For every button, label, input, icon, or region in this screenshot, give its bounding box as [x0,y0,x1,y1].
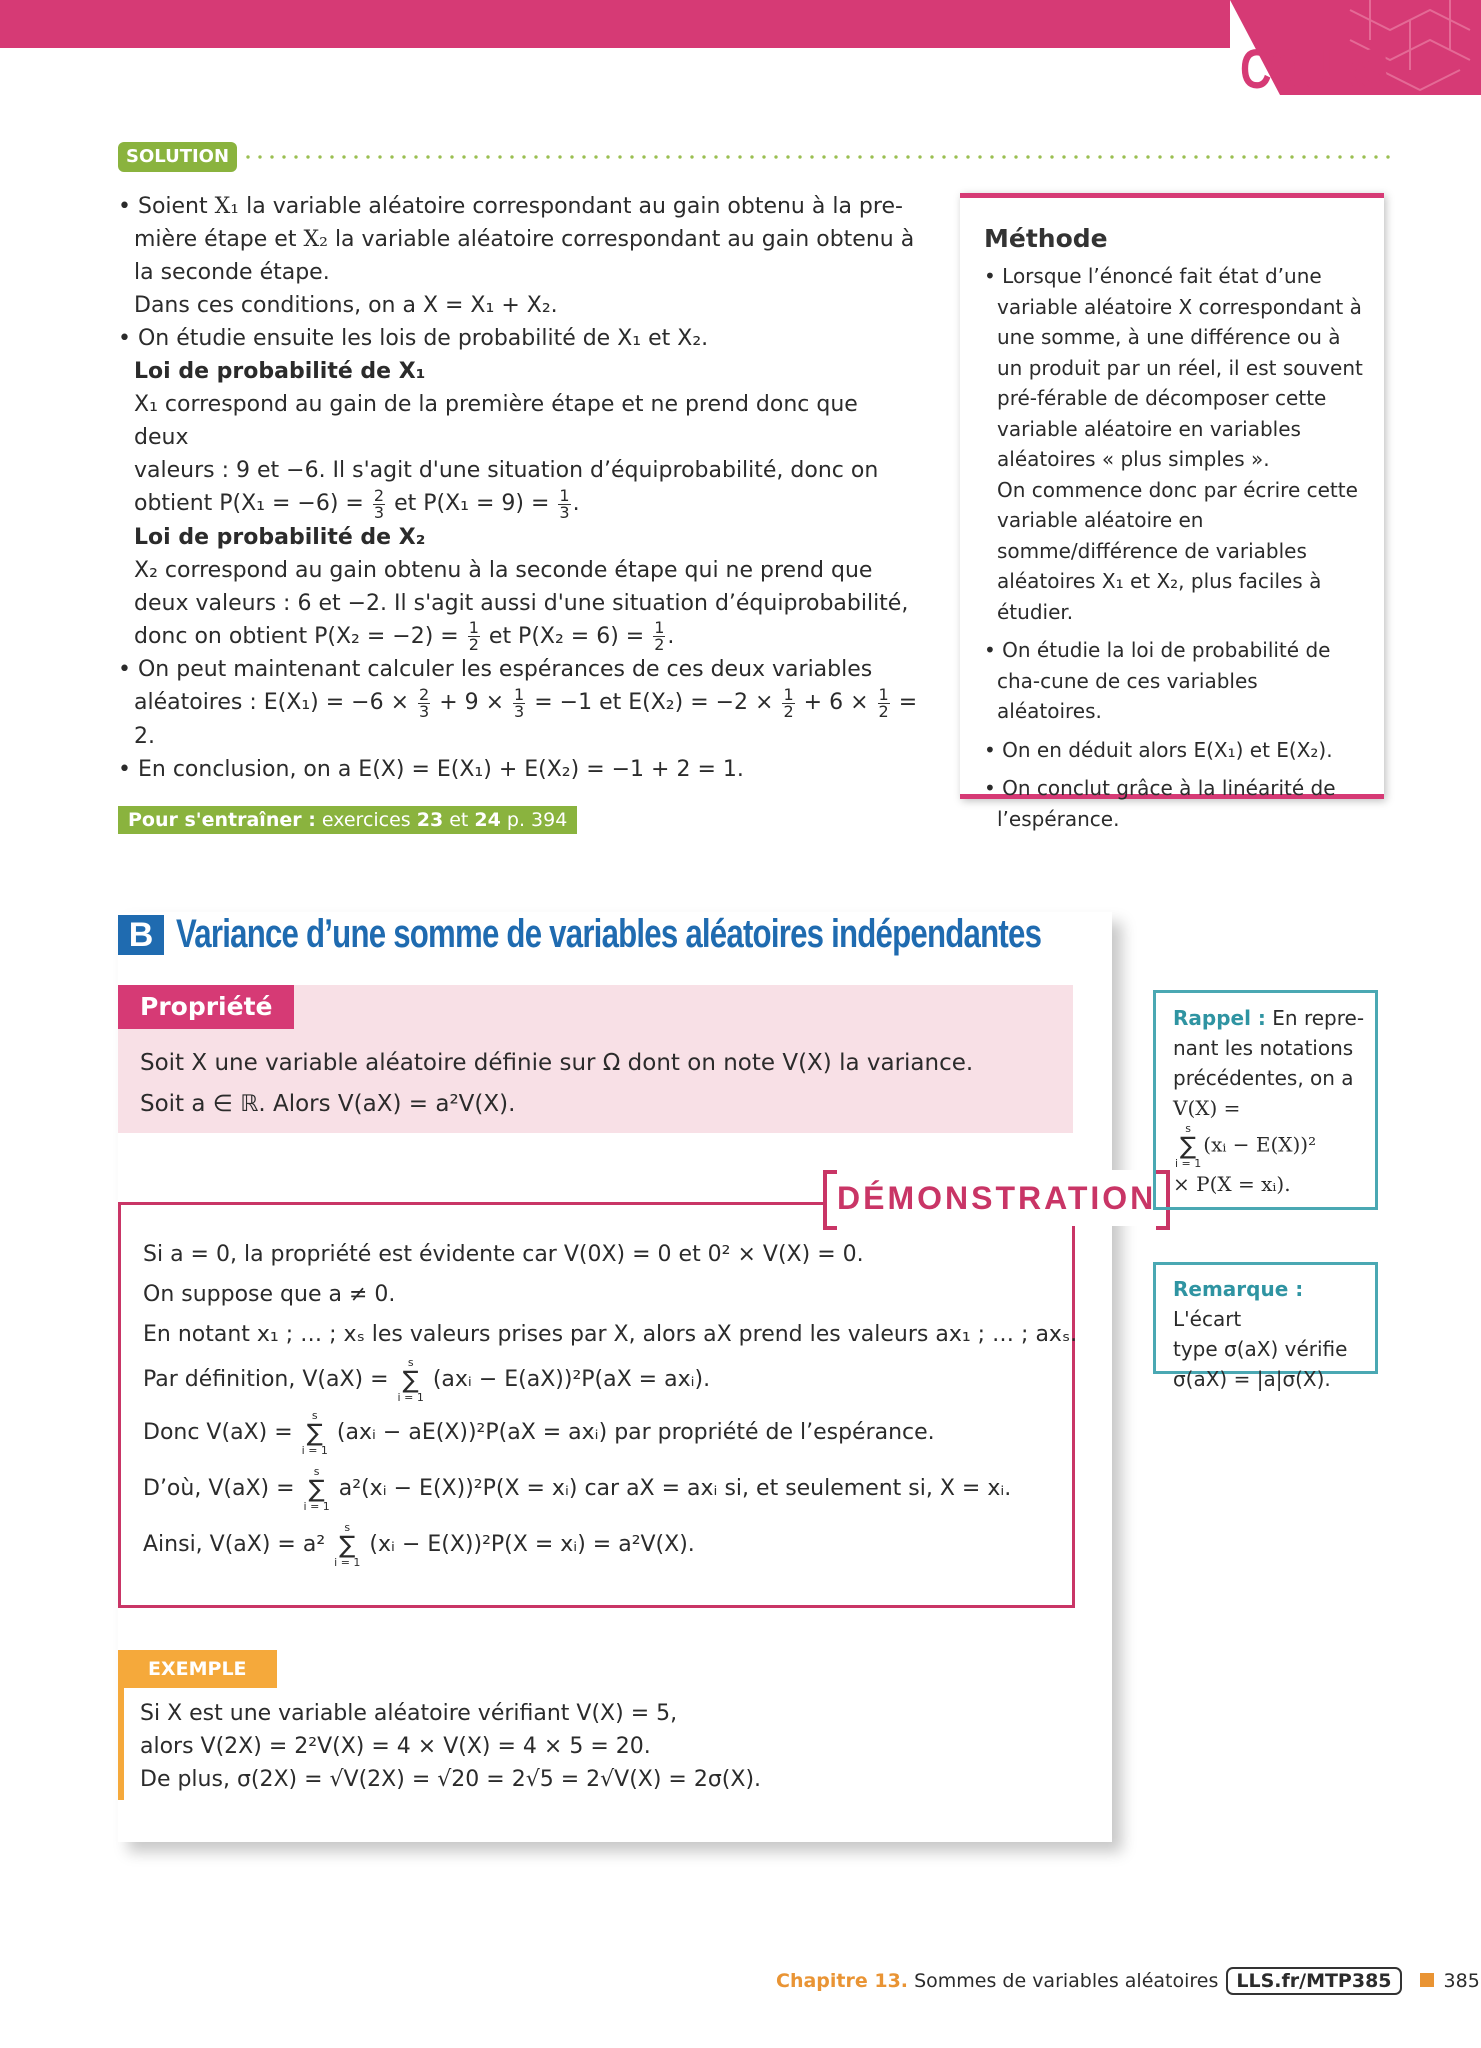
solution-line: valeurs : 9 et −6. Il s'agit d'une situation d’équiprobabilité, donc on [134,458,879,483]
sum-symbol: s ∑ i = 1 [303,1465,330,1513]
solution-bullet-3: • On peut maintenant calculer les espérances de ces deux variables [118,657,873,682]
subheading-x2: Loi de probabilité de X₂ [134,524,426,550]
page-number: 385 [1443,1970,1480,1992]
demo-line: Si a = 0, la propriété est évidente car V(0X) = 0 et 0² × V(X) = 0. [143,1242,864,1267]
exemple-text [140,1697,761,1796]
methode-item: • Lorsque l’énoncé fait état d’une variable aléatoire X correspondant à une somme, à une différence ou à un produit par un réel, il est souvent pré-férable de décomposer cette variable aléatoire en variables aléatoires « plus simples ». On commence donc par écrire cette variable aléatoire en somme/différence de variables aléatoires X₁ et X₂, plus faciles à étudier. [984,264,1363,624]
footer-chapter: Chapitre 13. [776,1970,909,1992]
solution-bullet-4: • En conclusion, on a E(X) = E(X₁) + E(X₂) = −1 + 2 = 1. [118,756,744,782]
exemple-bar [118,1688,124,1800]
remarque-box: Remarque : L'écart type σ(aX) vérifie σ(aX) = |a|σ(X). [1153,1262,1378,1374]
methode-box [960,193,1384,831]
demo-line: Ainsi, V(aX) = a² s ∑ i = 1 (xᵢ − E(X))²P(X = xᵢ) = a²V(X). [143,1521,695,1569]
solution-line: X₂ correspond au gain obtenu à la seconde étape qui ne prend que [134,557,873,583]
methode-item: • On étudie la loi de probabilité de cha-cune de ces variables aléatoires. [984,638,1331,723]
exemple-line: alors V(2X) = 2²V(X) = 4 × V(X) = 4 × 5 = 20. [140,1734,651,1759]
solution-line: Dans ces conditions, on a X = X₁ + X₂. [134,293,558,318]
remarque-label: Remarque : [1173,1277,1304,1301]
fraction: $\frac{1}{2}$ [654,618,665,654]
demo-line: Donc V(aX) = s ∑ i = 1 (axᵢ − aE(X))²P(aX = axᵢ) par propriété de l’espérance. [143,1409,935,1457]
footer [776,1966,1480,1996]
propriete-tag: Propriété [118,985,294,1029]
demonstration-text [143,1235,1077,1573]
sum-symbol: s ∑ i = 1 [301,1409,328,1457]
fraction: $\frac{1}{3}$ [559,485,570,522]
section-letter: B [118,915,164,955]
demo-line: D’où, V(aX) = s ∑ i = 1 a²(xᵢ − E(X))²P(X = xᵢ) car aX = axᵢ si, et seulement si, X = xᵢ. [143,1465,1012,1513]
fraction: $\frac{2}{3}$ [373,485,385,522]
exemple-line: Si X est une variable aléatoire vérifiant V(X) = 5, [140,1701,678,1726]
fraction: $\frac{2}{3}$ [419,684,430,721]
solution-line: aléatoires : E(X₁) = −6 × $\frac{2}{3}$ + 9 × $\frac{1}{3}$ = −1 et E(X₂) = −2 × $\frac{1}{2}$ + 6 × $\frac{1}{2}$ = 2. [134,684,918,749]
footer-link[interactable]: LLS.fr/MTP385 [1226,1967,1401,1995]
solution-bullet-2: • On étudie ensuite les lois de probabilité de X₁ et X₂. [118,326,709,351]
methode-list [960,261,1384,834]
fraction: $\frac{1}{2}$ [783,684,794,721]
training-link[interactable]: Pour s'entraîner : exercices 23 et 24 p. 394 [118,806,577,834]
solution-line: X₁ correspond au gain de la première étape et ne prend donc que deux [134,392,858,450]
methode-title: Méthode [984,224,1108,253]
section-label: COURS [1240,37,1387,100]
exemple-line: De plus, σ(2X) = √V(2X) = √20 = 2√5 = 2√V(X) = 2σ(X). [140,1767,762,1792]
demonstration-label: DÉMONSTRATION [823,1170,1170,1226]
solution-line: obtient P(X₁ = −6) = $\frac{2}{3}$ et P(X₁ = 9) = $\frac{1}{3}$ . [134,485,580,522]
rappel-label: Rappel : [1173,1006,1266,1030]
fraction: $\frac{1}{2}$ [468,618,479,654]
solution-tag: SOLUTION [118,142,237,172]
solution-text [118,190,918,786]
solution-bullet-1: • Soient X₁ la variable aléatoire correspondant au gain obtenu à la pre- mière étape et X₂ la variable aléatoire correspondant au gain obtenu à la seconde étape. [118,194,915,285]
solution-line: donc on obtient P(X₂ = −2) = $\frac{1}{2}$ et P(X₂ = 6) = $\frac{1}{2}$ . [134,618,675,654]
propriete-line: Soit X une variable aléatoire définie sur Ω dont on note V(X) la variance. [140,1050,974,1076]
rappel-box: Rappel : En repre- nant les notations précédentes, on a V(X) = s ∑ i = 1(xᵢ − E(X))² × P(X = xᵢ). [1153,990,1378,1210]
footer-square [1420,1973,1434,1987]
solution-line: deux valeurs : 6 et −2. Il s'agit aussi d'une situation d’équiprobabilité, [134,590,909,616]
section-title: Variance d’une somme de variables aléatoires indépendantes [176,912,1042,956]
methode-item: • On en déduit alors E(X₁) et E(X₂). [984,737,1333,762]
footer-title: Sommes de variables aléatoires [908,1970,1219,1992]
propriete-text [140,1043,973,1125]
fraction: $\frac{1}{2}$ [878,684,889,721]
exemple-tag: EXEMPLE [118,1650,277,1688]
demo-line: On suppose que a ≠ 0. [143,1282,396,1307]
propriete-line: Soit a ∈ ℝ. Alors V(aX) = a²V(X). [140,1091,516,1117]
methode-item: • On conclut grâce à la linéarité de l’espérance. [984,776,1336,831]
dotted-divider [242,154,1392,160]
sum-symbol: s ∑ i = 1 [1175,1122,1202,1170]
subheading-x1: Loi de probabilité de X₁ [134,359,426,384]
bracket-left [823,1170,837,1230]
fraction: $\frac{1}{3}$ [514,684,525,721]
demo-line: Par définition, V(aX) = s ∑ i = 1 (axᵢ − E(aX))²P(aX = axᵢ). [143,1356,711,1404]
demo-line: En notant x₁ ; … ; xₛ les valeurs prises par X, alors aX prend les valeurs ax₁ ; … ; axₛ. [143,1322,1078,1347]
sum-symbol: s ∑ i = 1 [397,1356,424,1404]
sum-symbol: s ∑ i = 1 [334,1521,361,1569]
header-bar [0,0,1230,48]
